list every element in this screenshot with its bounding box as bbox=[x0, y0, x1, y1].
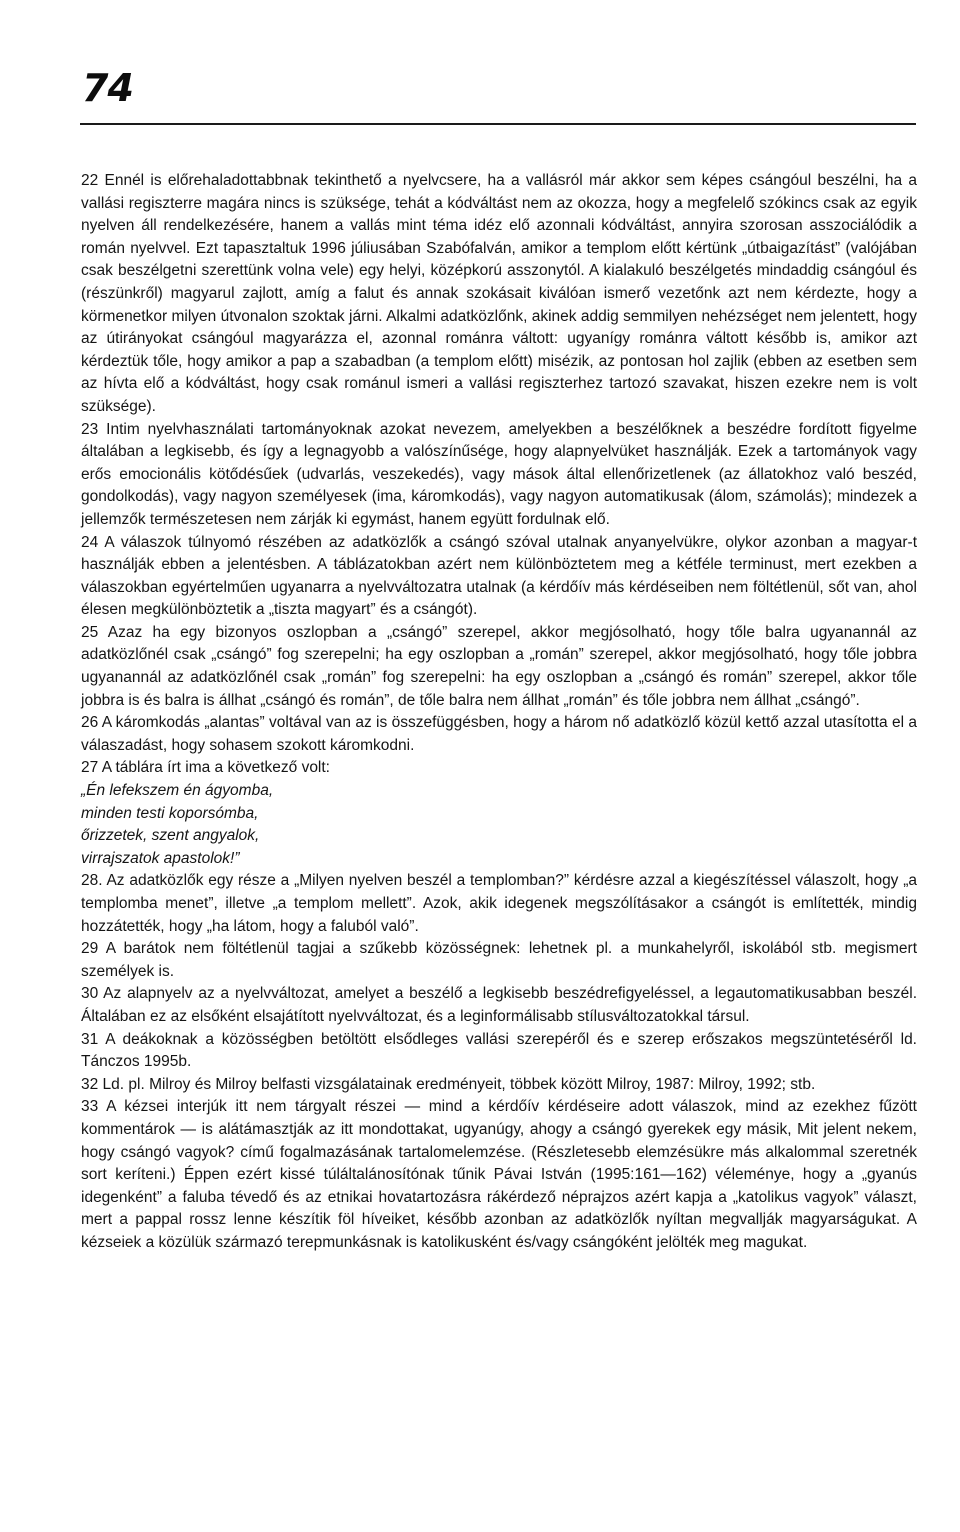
poem-line: minden testi koporsómba, bbox=[81, 804, 259, 822]
poem-line: virrajszatok apastolok!” bbox=[81, 849, 240, 867]
footnote-28: 28. Az adatközlők egy része a „Milyen nyelven beszél a templomban?” kérdésre azzal a kiegészítéssel válaszolt, hogy „a templomba menet”, illetve „a templom mellett”. Azok, akik idegenek megszólításakor a csángót is említették, mindig hozzátették, hogy „ha látom, hogy a faluból való”. bbox=[81, 872, 917, 935]
prayer-poem bbox=[81, 780, 917, 870]
footnote-33: 33 A kézsei interjúk itt nem tárgyalt részei — mind a kérdőív kérdéseire adott válaszok, mind az ezekhez fűzött kommentárok — is alátámasztják az itt mondottakat, ugyanúgy, ahogy a csángó gyerekek egy másik, Mit jelent nekem, hogy csángó vagyok? című fogalmazásának tartalomelemzése. (Részletesebb elemzésükre más alkalommal szeretnék sort keríteni.) Éppen ezért kissé túláltalánosítónak tűnik Pávai István (1995:161—162) véleménye, hogy a „gyanús idegenként” a faluba tévedő és az etnikai hovatartozásra rákérdező néprajzos azért kapja a „katolikus vagyok” választ, mert a pappal rossz lenne készítik föl híveiket, később azonban az adatközlők nyíltan megvallják magyarságukat. A kézseiek a közülük származó terepmunkásnak is katolikusként és/vagy csángóként jelölték meg magukat. bbox=[81, 1098, 917, 1251]
header-rule bbox=[80, 123, 916, 125]
footnote-24: 24 A válaszok túlnyomó részében az adatközlők a csángó szóval utalnak anyanyelvükre, olykor azonban a magyar-t használják ebben a jelentésben. A táblázatokban azért nem különböztetem meg a kétféle terminust, mert ezekben a válaszokban egyértelműen ugyanarra a nyelvváltozatra utalnak (a kérdőív más kérdéseiben nem föltétlenül, sőt van, ahol élesen megkülönböztetik a „tiszta magyart” és a csángót). bbox=[81, 533, 917, 619]
poem-line: őrizzetek, szent angyalok, bbox=[81, 827, 260, 845]
footnote-32: 32 Ld. pl. Milroy és Milroy belfasti vizsgálatainak eredményeit, többek között Milroy, 1987: Milroy, 1992; stb. bbox=[81, 1075, 816, 1093]
footnote-25: 25 Azaz ha egy bizonyos oszlopban a „csángó” szerepel, akkor megjósolható, hogy tőle balra ugyanannál az adatközlőnél csak „csángó” fog szerepelni; ha egy oszlopban a „román” szerepel, akkor megjósolható, hogy tőle jobbra ugyanannál az adatközlőnél csak „román” fog szerepelni: ha egy oszlopban a „csángó és román” szerepel, akkor tőle jobbra is és balra is állhat „csángó és román”, de tőle balra nem állhat „román” és tőle jobbra nem állhat „csángó”. bbox=[81, 623, 917, 709]
poem-line: „Én lefekszem én ágyomba, bbox=[81, 782, 274, 800]
footnote-22: 22 Ennél is előrehaladottabbnak tekinthető a nyelvcsere, ha a vallásról már akkor sem képes csángóul beszélni, ha a vallási regiszterre magára nincs is szüksége, tehát a kódváltást nem az okozza, hogy a megfelelő szókincs csak az egyik nyelven áll rendelkezésére, hanem a vallás mint téma idéz elő azonnali kódváltást, annyira szorosan asszociálódik a román nyelvvel. Ezt tapasztaltuk 1996 júliusában Szabófalván, amikor a templom előtt kértünk „útbaigazítást” (valójában csak beszélgetni szerettünk volna vele) egy helyi, középkorú asszonytól. A kialakuló beszélgetés mindaddig csángóul és (részünkről) magyarul zajlott, amíg a falut és annak szokásait kiválóan ismerő vezetőnk azt nem kérdezte, hogy a körmenetkor milyen útvonalon szoktak járni. Alkalmi adatközlőnk, akinek addig semmilyen nehézséget nem jelentett, hogy az útirányokat csángóul magyarázza el, azonnal románra váltott: ugyanígy románra váltott később is, amikor azt kérdeztük tőle, hogy amikor a pap a szabadban (a templom előtt) misézik, az pontosan hol zajlik (ebben az esetben sem az hívta elő a kódváltást, hogy csak románul ismeri a vallási regiszterhez tartozó szavakat, hiszen ezekre nem is volt szüksége). bbox=[81, 172, 917, 415]
page-number: 74 bbox=[82, 66, 133, 110]
footnote-23: 23 Intim nyelvhasználati tartományoknak azokat nevezem, amelyekben a beszélőknek a beszédre fordított figyelme általában a legkisebb, és így a legnagyobb a valószínűsége, hogy alapnyelvüket használják. Ezek a tartományok vagy erős emocionális kötődésűek (udvarlás, veszekedés), vagy mások által ellenőrizetlenek (az állatokhoz való beszéd, gondolkodás), vagy nagyon személyesek (ima, káromkodás), vagy nagyon automatikusak (álom, számolás); mindezek a jellemzők természetesen nem zárják ki egymást, hanem együtt fordulnak elő. bbox=[81, 420, 917, 528]
footnotes-section bbox=[81, 170, 917, 1255]
footnote-31: 31 A deákoknak a közösségben betöltött elsődleges vallási szerepéről és e szerep erőszakos megszüntetéséről ld. Tánczos 1995b. bbox=[81, 1030, 917, 1071]
footnote-26: 26 A káromkodás „alantas” voltával van az is összefüggésben, hogy a három nő adatközlő közül kettő azzal utasította el a válaszadást, hogy sohasem szokott káromkodni. bbox=[81, 714, 917, 754]
footnote-29: 29 A barátok nem föltétlenül tagjai a szűkebb közösségnek: lehetnek pl. a munkahelyről, iskolából stb. megismert személyek is. bbox=[81, 940, 917, 980]
footnote-27: 27 A táblára írt ima a következő volt: bbox=[81, 759, 330, 777]
footnote-30: 30 Az alapnyelv az a nyelvváltozat, amelyet a beszélő a legkisebb beszédrefigyeléssel, a legautomatikusabban beszél. Általában ez az elsőként elsajátított nyelvváltozat, és a leginformálisabb stílusváltozatokkal társul. bbox=[81, 985, 917, 1025]
